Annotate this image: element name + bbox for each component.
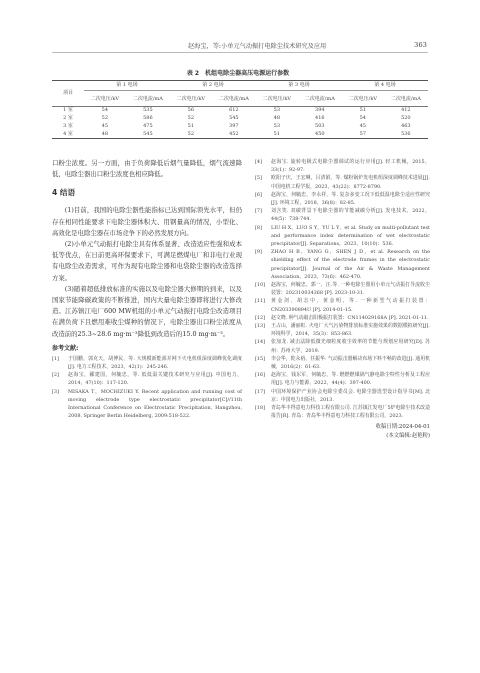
table-cell: 475: [143, 122, 153, 129]
conclusion-paragraph-1: (1)目前，我国的电除尘器性能指标已达到国际领先水平，但仍存在相同性能要求下电除尘器体积大、用钢量高的情况，小型化、高效化是电除尘器在市场竞争下的必然发展方向。: [52, 206, 242, 237]
reference-text: 赵文晓. 种气动敲击阳极振打装置：CN114029168A [P]. 2021-01-11.: [271, 314, 429, 321]
reference-text: 中国环境保护产业协会电除尘委员会. 电除尘器选型设计指导书[M]. 北京：中国电力出版社，2013.: [271, 388, 430, 403]
page-number: 363: [414, 41, 427, 49]
table-cell: 52: [170, 130, 212, 138]
reference-item: [52, 355, 242, 371]
running-head-title: 赵海宝，等:小单元气动振打电除尘技术研究及应用: [188, 43, 327, 50]
reference-item: [255, 355, 430, 371]
reference-number: [12]: [255, 314, 266, 321]
subheader-voltage: 二次电压/kV: [84, 91, 126, 107]
table-caption: [0, 68, 480, 77]
table-cell: 397: [229, 122, 239, 129]
reference-number: [4]: [255, 159, 262, 165]
table-row: [52, 107, 428, 115]
reference-number: [11]: [255, 298, 266, 305]
reference-number: [18]: [255, 405, 266, 412]
table-cell: 56: [187, 107, 195, 114]
reference-list-right: [255, 158, 430, 421]
subheader-current: 二次电流/mA: [384, 91, 428, 107]
reference-list-left: [52, 355, 242, 421]
reference-number: [9]: [255, 249, 262, 256]
reference-text: 赵海宝，郦建国，何毓忠，等. 低低温关键技术研究与应用[J]. 中国电力，2014，47(10)：117-120.: [68, 372, 242, 387]
reference-item: [255, 404, 430, 420]
reference-text: 于国鹏，郭克天，胡博民，等. 大规模新能源并网下火电机组深度调峰优化调度[J]. 电力工程技术，2023，42(1)：245-246.: [68, 355, 242, 371]
reference-text: 张加龙. 减击法降低微光细粒度收尘效率的节能与规划应用研究[D]. 苏州：苏州大学，2019.: [271, 339, 430, 354]
subheader-voltage: 二次电压/kV: [170, 91, 212, 107]
reference-number: [5]: [255, 175, 262, 182]
table-cell: 503: [315, 122, 325, 129]
reference-text: 赵海宝，何毓忠，郭一，汪.等. 一种电除尘器用小单元气动振打导流收尘装置：202310034368 [P]. 2023-10-31.: [271, 282, 430, 297]
reference-text: ZHAO H B，YANG G，SHEN J D，et al. Research on the shielding effect of the electrode frames in the electrostatic precipitator[J]. Journal of the Air & Waste Management Association，2023，73(6)：462-470.: [271, 249, 430, 280]
header-rule: [52, 52, 428, 53]
row-label: 4 室: [52, 130, 84, 138]
reference-item: [255, 248, 430, 281]
group-header: 第 4 电场: [342, 81, 428, 91]
running-head: [0, 41, 480, 53]
reference-number: [16]: [255, 372, 266, 379]
table-cell: 48: [84, 130, 126, 138]
reference-item: [255, 371, 430, 387]
reference-text: 赵海宝. 旋转电极式电除尘器调试的运行应用[J]. 轻工机械，2015，33(1)：92-97.: [271, 159, 430, 174]
table-cell: 51: [256, 130, 298, 138]
table-cell: 416: [315, 114, 325, 121]
table-cell: 48: [273, 114, 281, 121]
table-cell: 53: [273, 107, 281, 114]
subheader-current: 二次电流/mA: [298, 91, 342, 107]
reference-number: [3]: [52, 388, 59, 395]
table-cell: 57: [342, 130, 384, 138]
reference-number: [1]: [52, 355, 59, 362]
table-title: 机组电除尘器高压电源运行参数: [205, 70, 290, 77]
reference-text: MISAKA T，MOCHIZUKI Y. Recent application and running cost of moving electrode type electrostatic precipitator[C]//11th International Conference on Electrostatic Precipitation, Hangzhou, 2008. Springer Berlin Heidelberg, 2009:518-522.: [68, 388, 242, 420]
right-column: [255, 158, 430, 441]
reference-item: [255, 314, 430, 322]
table-label: 表 2: [186, 70, 200, 77]
table-cell: 394: [315, 107, 325, 114]
reference-item: [255, 224, 430, 249]
reference-text: 王占山，潘丽虹. 火电厂大气污染物排放标准实施效果的数据模拟研究[J]. 环境科学，2014，35(3)：853-863.: [271, 323, 430, 338]
table-row: [52, 123, 428, 131]
references-heading: 参考文献:: [52, 344, 79, 352]
reference-number: [17]: [255, 388, 266, 395]
subheader-voltage: 二次电压/kV: [256, 91, 298, 107]
table-cell: 463: [401, 122, 411, 129]
reference-number: [7]: [255, 208, 262, 215]
table-cell: 452: [212, 130, 256, 138]
group-header: 第 1 电场: [84, 81, 170, 91]
reference-item: [255, 281, 430, 297]
editor-note: (本文编辑:赵艳粉): [386, 432, 430, 439]
table-cell: 51: [359, 107, 366, 114]
table-cell: 54: [359, 114, 366, 121]
reference-text: 赵海宝，何毓忠，李永祥，等. 复杂多变工况下低低温电除尘适应性研究[J]. 环境工程，2018，36(8)：82-85.: [271, 191, 430, 207]
operating-parameters-table: [52, 80, 428, 139]
reference-text: 李会华，乾永裕，任振华. 气动振击器解决布场下料不畅的改进[J]. 通用机械，2016(2)：61-63.: [271, 355, 430, 371]
table-cell: 52: [187, 114, 195, 121]
table-cell: 545: [126, 130, 170, 138]
reference-number: [8]: [255, 224, 262, 231]
group-header: 第 3 电场: [256, 81, 342, 91]
subheader-current: 二次电流/mA: [126, 91, 170, 107]
reference-number: [15]: [255, 355, 266, 362]
table-cell: 450: [298, 130, 342, 138]
received-date: 收稿日期:2024-04-01: [375, 423, 430, 430]
subheader-current: 二次电流/mA: [212, 91, 256, 107]
table-cell: 612: [229, 107, 239, 114]
reference-number: [6]: [255, 191, 262, 198]
reference-item: [52, 371, 242, 387]
table-cell: 545: [229, 114, 239, 121]
conclusion-paragraph-3: (3)随着超低排放标准的实施以及电除尘器大修期的到来，以及国家节能降碳政策的不断推进，国内大量电除尘器即将进行大修改造。江苏镇江电厂600 MW机组的小单元气动振打电除尘改造项目在满负荷下且燃用难收尘煤种的情况下，电除尘器出口粉尘浓度从改造前的25.3~28.6 mg·m⁻³降低到改造后的15.0 mg·m⁻³。: [52, 284, 242, 338]
reference-number: [13]: [255, 323, 266, 330]
reference-number: [2]: [52, 372, 59, 379]
reference-item: [255, 388, 430, 404]
reference-text: 黄金剑，胡志中，黄金明，等. 一种新型气动振打装置：CN203390894U [P]. 2014-01-15.: [271, 298, 430, 313]
reference-text: 赵海宝，钱东军，何毓忠，等. 燃燃燃煤锅气静电除尘特性分析及工程应用[J]. 电力与能源，2022，44(4)：397-400.: [271, 372, 430, 387]
row-label: 3 室: [63, 122, 73, 129]
table-row: [52, 115, 428, 123]
reference-number: [14]: [255, 339, 266, 346]
reference-item: [52, 388, 242, 421]
subheader-voltage: 二次电压/kV: [342, 91, 384, 107]
table-row: [52, 130, 428, 138]
intro-paragraph: 口粉尘浓度。另一方面，由于负荷降低后烟气量降低，烟气流速降低，电除尘器出口粉尘浓度也相应降低。: [52, 159, 242, 179]
reference-text: 青岛华丰得意电力科技工程有限公司. 江苏镇江发电厂5炉电除尘技术改造报告[R]. 青岛：青岛华丰得意电力科技工程有限公司，2023.: [271, 405, 430, 420]
reference-item: [255, 174, 430, 190]
conclusion-paragraph-2: (2)小单元气动振打电除尘具有体系显著、改造适应性强和成本低等优点，在日前更高环保要求下，可满足燃煤电厂和非电行业现有电除尘改造需求，可作为现有电除尘器和电袋除尘器的改造选择方案。: [52, 240, 242, 282]
reference-text: 刘含笑. 双碳背景下电除尘器的节能减碳分析[J]. 发电技术，2022，44(5)：738-744.: [271, 208, 430, 223]
group-header: 第 2 电场: [170, 81, 256, 91]
table-cell: 412: [401, 107, 411, 114]
reference-item: [255, 322, 430, 338]
reference-item: [255, 207, 430, 223]
table-cell: 54: [101, 107, 109, 114]
reference-text: LIU H X，LUO S Y，YU L Y，et al. Study on multi-pollutant test and performance index determination of wet electrostatic precipitator[J]. Separations，2023，10(10)：536.: [271, 224, 430, 248]
row-label: 1 室: [63, 107, 73, 114]
reference-item: [255, 158, 430, 174]
reference-item: [255, 191, 430, 207]
section-heading: 4 结语: [52, 188, 76, 198]
reference-text: 欧阳子庆，王宏琳，吕清娟，等. 煤粉锅炉发电机组深度调峰技术进展[J]. 中国电机工程学报，2023，43(22)：8772-8790.: [271, 175, 430, 190]
reference-number: [10]: [255, 282, 266, 289]
table-cell: 52: [101, 114, 109, 121]
table-body: [52, 107, 428, 139]
table-cell: 45: [359, 122, 366, 129]
row-header: 项目: [52, 81, 84, 107]
table-cell: 53: [273, 122, 281, 129]
table-cell: 586: [143, 114, 153, 121]
row-label: 2 室: [63, 114, 73, 121]
reference-item: [255, 338, 430, 354]
table-cell: 535: [143, 107, 153, 114]
table-cell: 520: [401, 114, 411, 121]
reference-item: [255, 297, 430, 313]
table-cell: 45: [101, 122, 109, 129]
table-cell: 536: [384, 130, 428, 138]
left-column: [52, 158, 242, 420]
table-cell: 51: [187, 122, 195, 129]
